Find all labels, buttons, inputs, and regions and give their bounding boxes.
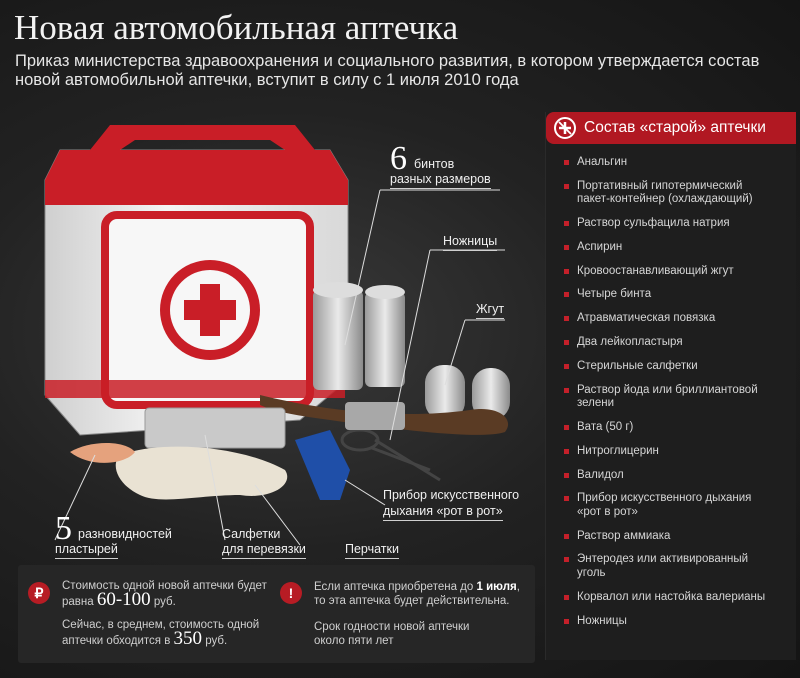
gloves-label: Перчатки bbox=[345, 542, 399, 559]
breathing-device-label-2: дыхания «рот в рот» bbox=[383, 504, 503, 521]
warning-icon: ! bbox=[280, 582, 302, 604]
list-item: Вата (50 г) bbox=[564, 421, 775, 435]
tourniquet-label: Жгут bbox=[476, 302, 504, 319]
list-item: Энтеродез или активированный уголь bbox=[564, 553, 775, 580]
average-cost-suffix: руб. bbox=[205, 635, 228, 647]
list-item: Портативный гипотермический пакет-контейнер (охлаждающий) bbox=[564, 180, 775, 207]
list-item: Раствор аммиака bbox=[564, 530, 775, 544]
list-item: Два лейкопластыря bbox=[564, 336, 775, 350]
wipes-label-2: для перевязки bbox=[222, 542, 306, 559]
info-panel bbox=[18, 565, 535, 663]
list-item: Валидол bbox=[564, 469, 775, 483]
validity-date: 1 июля bbox=[476, 581, 517, 593]
no-symbol-icon bbox=[554, 117, 576, 139]
page-subtitle: Приказ министерства здравоохранения и социального развития, в котором утверждается состав новой автомобильной аптечки, вступит в силу с 1 июля 2010 года bbox=[15, 52, 760, 89]
list-item: Четыре бинта bbox=[564, 288, 775, 302]
list-item: Анальгин bbox=[564, 156, 775, 170]
cost-suffix: руб. bbox=[153, 596, 176, 608]
bandages-label-2: разных размеров bbox=[390, 172, 491, 189]
plasters-label-1: разновидностей bbox=[78, 527, 172, 541]
plasters-number: 5 bbox=[55, 510, 72, 547]
ruble-icon: ₽ bbox=[28, 582, 50, 604]
cost-prefix: Стоимость одной новой аптечки будет равна bbox=[62, 580, 267, 608]
list-item: Стерильные салфетки bbox=[564, 360, 775, 374]
validity-suffix: , то эта аптечка будет действительна. bbox=[314, 581, 520, 607]
list-item: Прибор искусственного дыхания «рот в рот» bbox=[564, 492, 775, 519]
validity-text bbox=[314, 580, 524, 608]
list-item: Нитроглицерин bbox=[564, 445, 775, 459]
list-item: Кровоостанавливающий жгут bbox=[564, 265, 775, 279]
list-item: Ножницы bbox=[564, 615, 775, 629]
plasters-label-2: пластырей bbox=[55, 542, 118, 559]
validity-prefix: Если аптечка приобретена до bbox=[314, 581, 474, 593]
bandages-number: 6 bbox=[390, 140, 407, 177]
scissors-label: Ножницы bbox=[443, 234, 497, 251]
page-title: Новая автомобильная аптечка bbox=[14, 8, 459, 47]
list-item: Корвалол или настойка валерианы bbox=[564, 591, 775, 605]
average-cost-text bbox=[62, 618, 267, 648]
list-item: Аспирин bbox=[564, 241, 775, 255]
list-item: Раствор сульфацила натрия bbox=[564, 217, 775, 231]
old-kit-title: Состав «старой» аптечки bbox=[584, 119, 766, 136]
average-cost-prefix: Сейчас, в среднем, стоимость одной аптечки обходится в bbox=[62, 619, 260, 647]
wipes-label-1: Салфетки bbox=[222, 527, 281, 541]
old-kit-panel bbox=[545, 112, 796, 660]
breathing-device-label-1: Прибор искусственного bbox=[383, 488, 520, 502]
list-item: Раствор йода или бриллиантовой зелени bbox=[564, 384, 775, 411]
average-cost-value: 350 bbox=[173, 628, 203, 649]
old-kit-list bbox=[546, 144, 796, 628]
kit-case bbox=[45, 125, 348, 435]
list-item: Атравматическая повязка bbox=[564, 312, 775, 326]
shelf-life-text: Срок годности новой аптечки около пяти лет bbox=[314, 621, 470, 647]
old-kit-header bbox=[546, 112, 796, 144]
bandages-label-1: бинтов bbox=[414, 157, 455, 171]
cost-value: 60-100 bbox=[96, 589, 151, 610]
cost-text bbox=[62, 579, 267, 609]
